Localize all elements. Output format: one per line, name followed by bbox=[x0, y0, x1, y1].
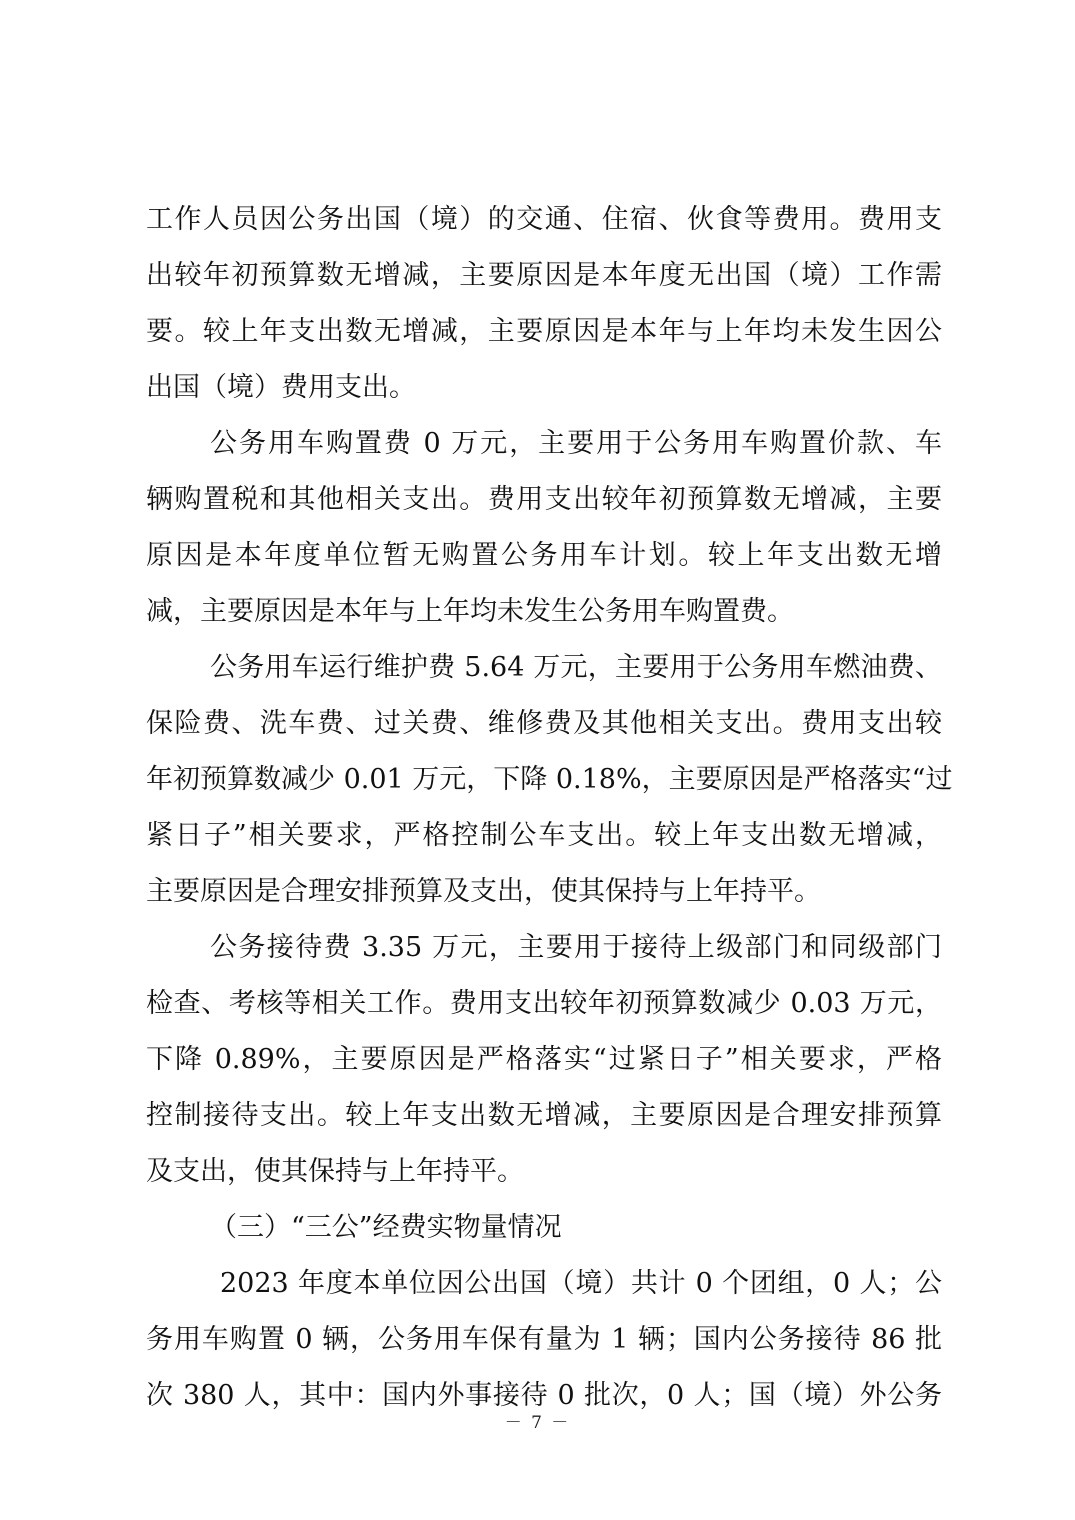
text-line: 次 380 人，其中：国内外事接待 0 批次，0 人；国（境）外公务 bbox=[146, 1380, 942, 1411]
text-line: 公务用车运行维护费 5.64 万元，主要用于公务用车燃油费、 bbox=[210, 652, 942, 683]
text-line: 保险费、洗车费、过关费、维修费及其他相关支出。费用支出较 bbox=[146, 708, 942, 739]
body-text bbox=[146, 192, 953, 1424]
text-line: 年初预算数减少 0.01 万元，下降 0.18%，主要原因是严格落实“过 bbox=[146, 764, 953, 795]
text-line: 控制接待支出。较上年支出数无增减，主要原因是合理安排预算 bbox=[146, 1100, 942, 1131]
text-line: 工作人员因公务出国（境）的交通、住宿、伙食等费用。费用支 bbox=[146, 204, 942, 235]
text-line: 紧日子”相关要求，严格控制公车支出。较上年支出数无增减， bbox=[146, 820, 942, 851]
text-line: 务用车购置 0 辆，公务用车保有量为 1 辆；国内公务接待 86 批 bbox=[146, 1324, 942, 1355]
text-line: 出国（境）费用支出。 bbox=[146, 372, 416, 403]
text-line: 公务用车购置费 0 万元，主要用于公务用车购置价款、车 bbox=[210, 428, 942, 459]
text-line: 减，主要原因是本年与上年均未发生公务用车购置费。 bbox=[146, 596, 794, 627]
text-line: 下降 0.89%，主要原因是严格落实“过紧日子”相关要求，严格 bbox=[146, 1044, 942, 1075]
text-line: 检查、考核等相关工作。费用支出较年初预算数减少 0.03 万元， bbox=[146, 988, 942, 1019]
page-number: － 7 － bbox=[504, 1413, 571, 1433]
text-line: 辆购置税和其他相关支出。费用支出较年初预算数无增减，主要 bbox=[146, 484, 942, 515]
text-line: 2023 年度本单位因公出国（境）共计 0 个团组，0 人；公 bbox=[220, 1268, 942, 1299]
section-heading: （三）“三公”经费实物量情况 bbox=[210, 1212, 562, 1243]
text-line: 出较年初预算数无增减，主要原因是本年度无出国（境）工作需 bbox=[146, 260, 942, 291]
text-line: 主要原因是合理安排预算及支出，使其保持与上年持平。 bbox=[146, 876, 821, 907]
text-line: 公务接待费 3.35 万元，主要用于接待上级部门和同级部门 bbox=[210, 932, 942, 963]
text-line: 及支出，使其保持与上年持平。 bbox=[146, 1156, 524, 1187]
text-line: 原因是本年度单位暂无购置公务用车计划。较上年支出数无增 bbox=[146, 540, 942, 571]
text-line: 要。较上年支出数无增减，主要原因是本年与上年均未发生因公 bbox=[146, 316, 942, 347]
